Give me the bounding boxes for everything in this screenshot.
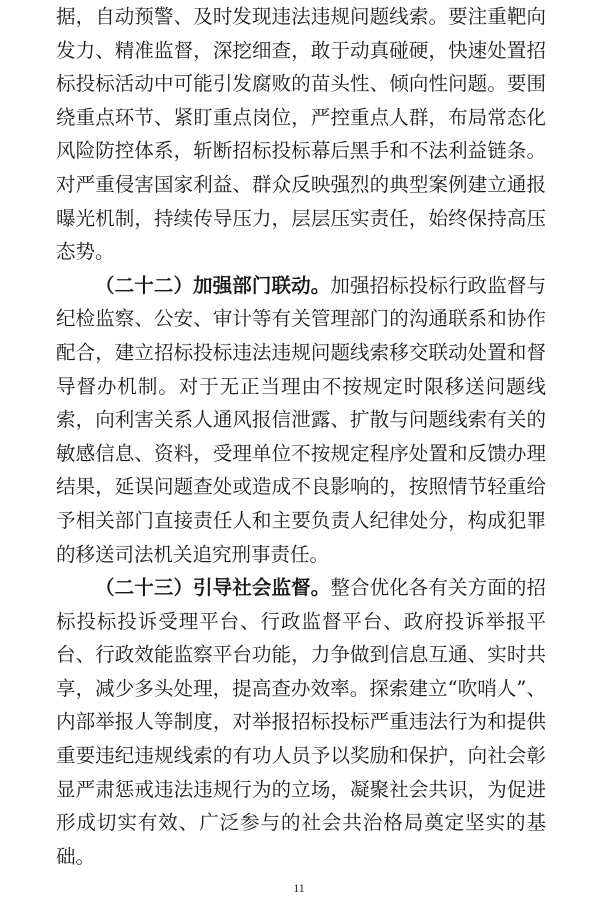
paragraph-text: 加强招标投标行政监督与纪检监察、公安、审计等有关管理部门的沟通联系和协作配合，建立招标投标违法违规问题线索移交联动处置和督导督办机制。对于无正当理由不按规定时限移送问题线索，向利害关系人通风报信泄露、扩散与问题线索有关的敏感信息、资料，受理单位不按规定程序处置和反馈办理结果，延误问题查处或造成不良影响的，按照情节轻重给予相关部门直接责任人和主要负责人纪律处分，构成犯罪的移送司法机关追究刑事责任。 <box>56 273 546 566</box>
paragraph-text: 据，自动预警、及时发现违法违规问题线索。要注重靶向发力、精准监督，深挖细查，敢于动真碰硬，快速处置招标投标活动中可能引发腐败的苗头性、倾向性问题。要围绕重点环节、紧盯重点岗位，严控重点人群，布局常态化风险防控体系，斩断招标投标幕后黑手和不法利益链条。对严重侵害国家利益、群众反映强烈的典型案例建立通报曝光机制，持续传导压力，层层压实责任，始终保持高压态势。 <box>56 5 546 264</box>
paragraph-continuation <box>56 0 546 269</box>
paragraph-guide-social-supervision <box>56 571 546 873</box>
document-body <box>56 0 546 873</box>
paragraph-text: 整合优化各有关方面的招标投标投诉受理平台、行政监督平台、政府投诉举报平台、行政效能监察平台功能，力争做到信息互通、实时共享，减少多头处理，提高查办效率。探索建立“吹哨人”、内部举报人等制度，对举报招标投标严重违法行为和提供重要违纪违规线索的有功人员予以奖励和保护，向社会彰显严肃惩戒违法违规行为的立场，凝聚社会共识，为促进形成切实有效、广泛参与的社会共治格局奠定坚实的基础。 <box>56 576 546 868</box>
page-number: 11 <box>293 881 305 895</box>
paragraph-strengthen-department-linkage <box>56 269 546 571</box>
section-heading-22: （二十二）加强部门联动。 <box>95 273 331 297</box>
section-heading-23: （二十三）引导社会监督。 <box>95 576 331 600</box>
